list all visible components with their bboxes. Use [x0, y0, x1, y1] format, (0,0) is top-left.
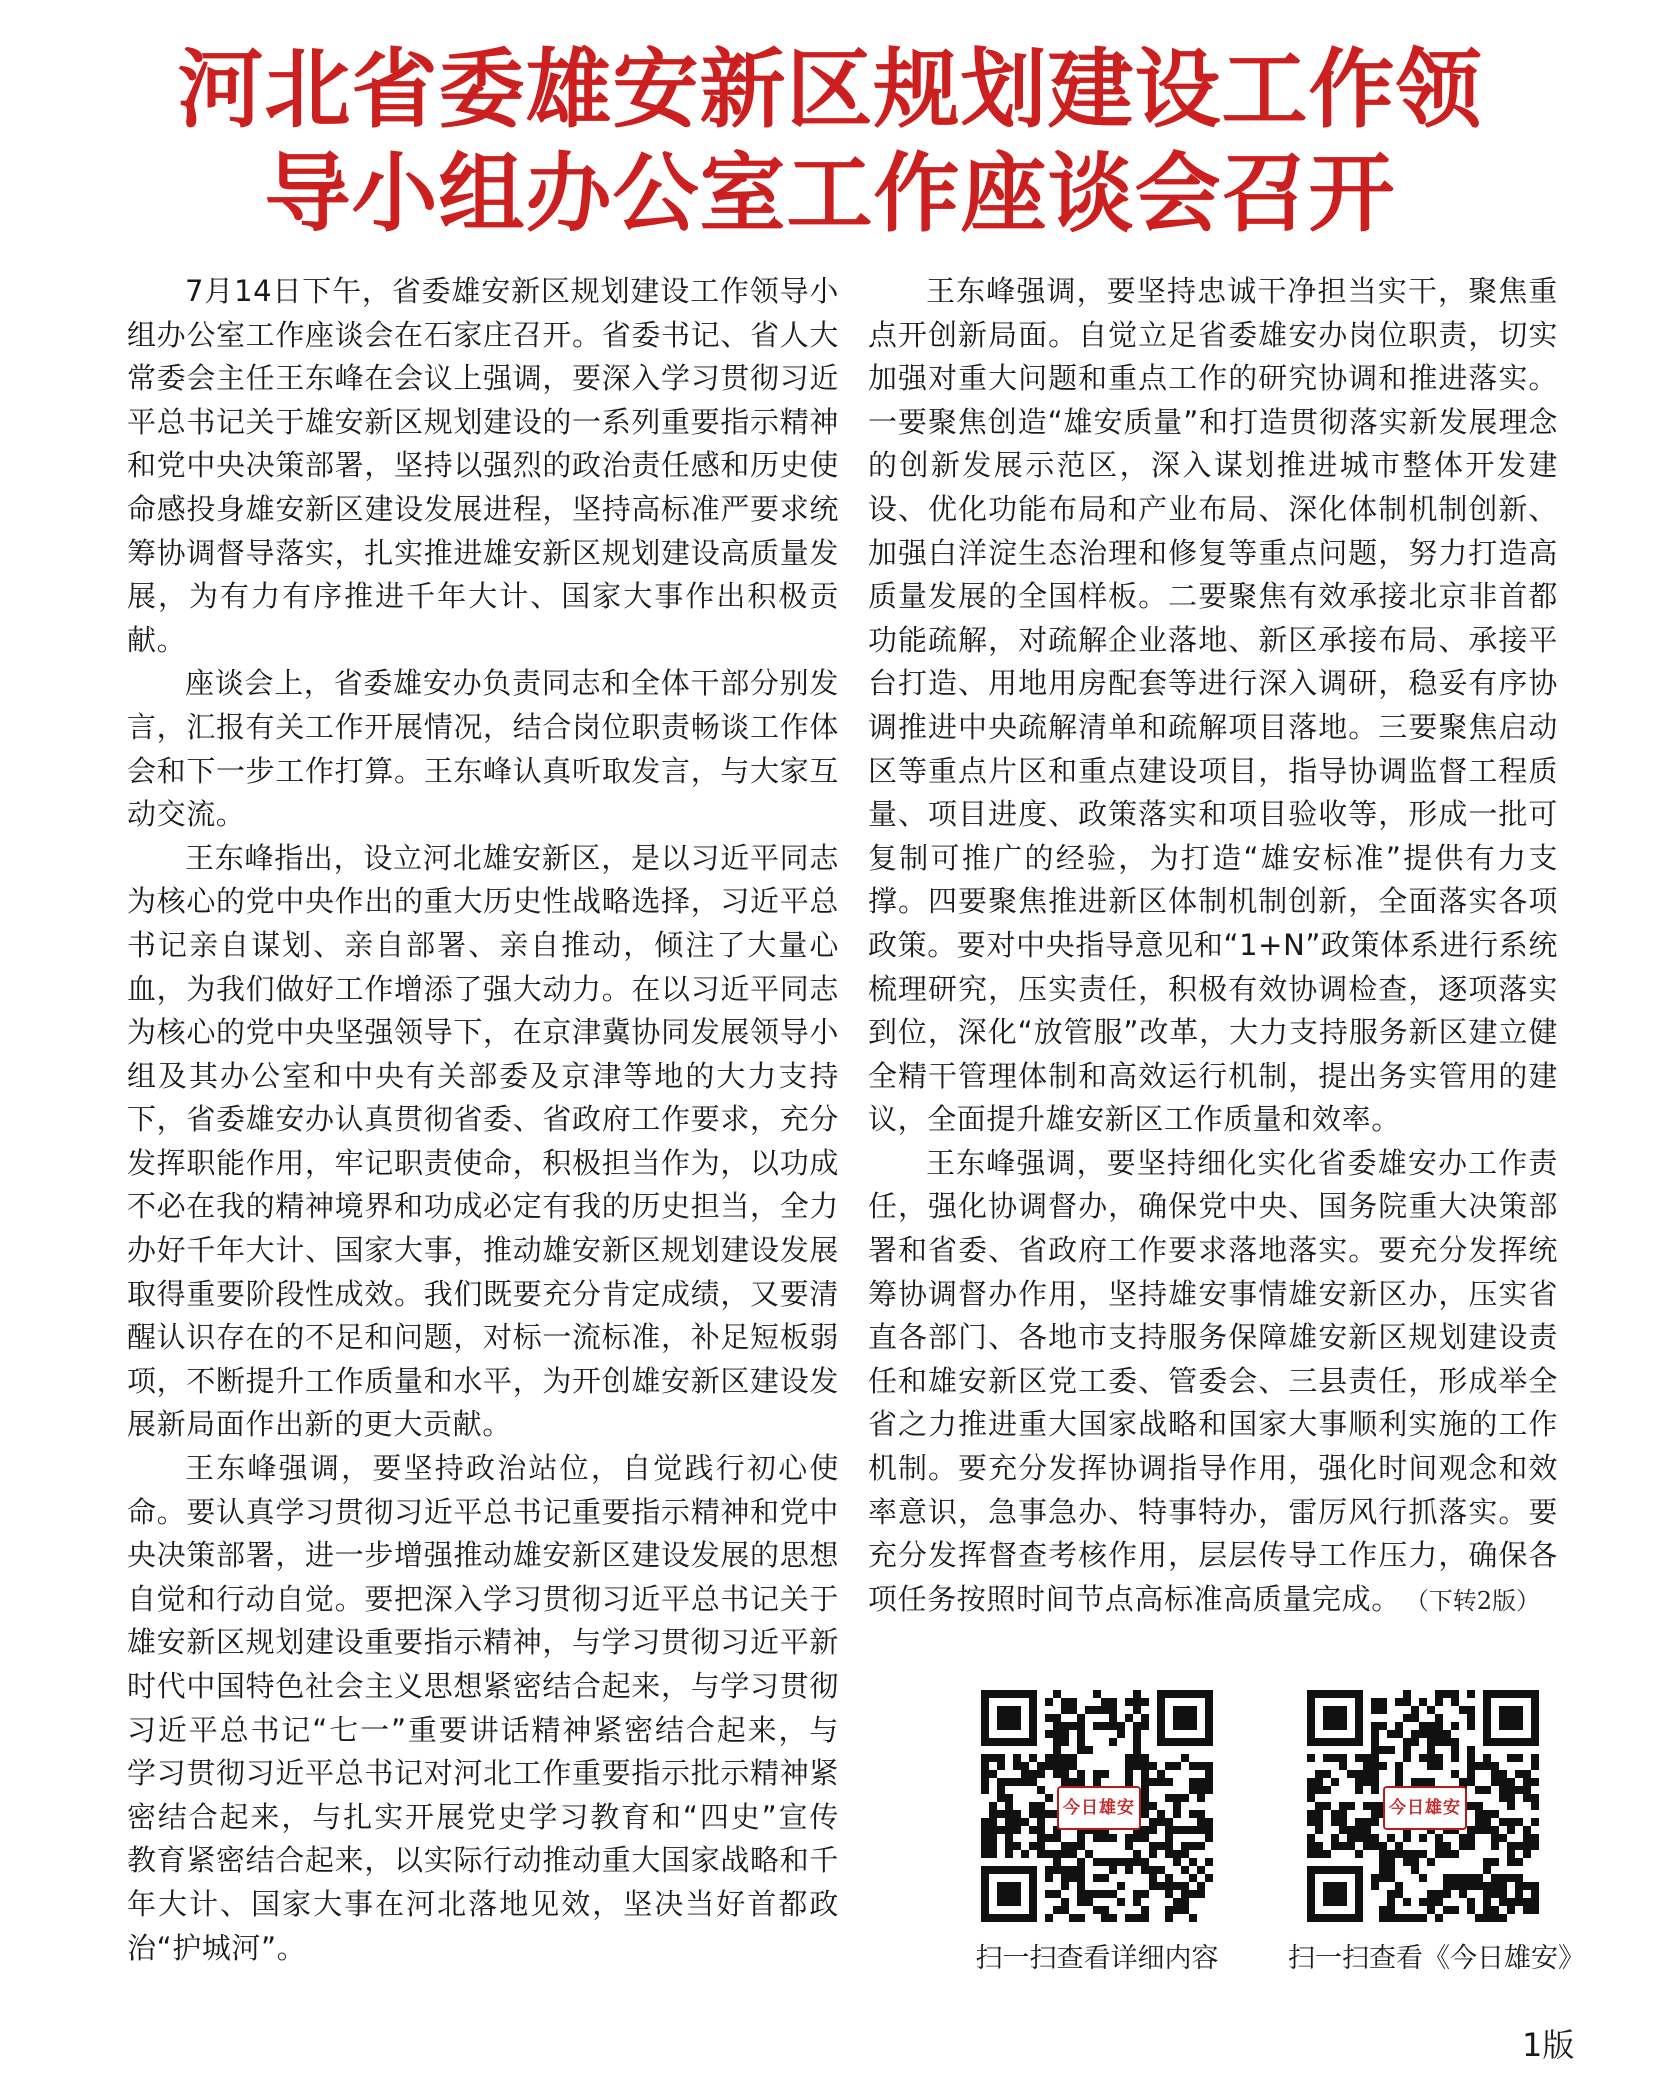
- page-number: 1版: [1522, 2026, 1575, 2064]
- qr-logo: 今日雄安: [1383, 1786, 1467, 1830]
- headline: [100, 38, 1560, 246]
- paragraph: 座谈会上，省委雄安办负责同志和全体干部分别发言，汇报有关工作开展情况，结合岗位职责畅谈工作体会和下一步工作打算。王东峰认真听取发言，与大家互动交流。: [127, 666, 839, 832]
- article-right-column: [868, 270, 1558, 1623]
- paragraph-text: 王东峰强调，要坚持细化实化省委雄安办工作责任，强化协调督办，确保党中央、国务院重大决策部署和省委、省政府工作要求落地落实。要充分发挥统筹协调督办作用，坚持雄安事情雄安新区办，压实省直各部门、各地市支持服务保障雄安新区规划建设责任和雄安新区党工委、管委会、三县责任，形成举全省之力推进重大国家战略和国家大事顺利实施的工作机制。要充分发挥协调指导作用，强化时间观念和效率意识，急事急办、特事特办，雷厉风行抓落实。要充分发挥督查考核作用，层层传导工作压力，确保各项任务按照时间节点高标准高质量完成。: [868, 1145, 1558, 1616]
- headline-line-2: 导小组办公室工作座谈会召开: [264, 143, 1396, 244]
- paragraph-last: [868, 1142, 1558, 1624]
- paragraph: 7月14日下午，省委雄安新区规划建设工作领导小组办公室工作座谈会在石家庄召开。省委书记、省人大常委会主任王东峰在会议上强调，要深入学习贯彻习近平总书记关于雄安新区规划建设的一系列重要指示精神和党中央决策部署，坚持以强烈的政治责任感和历史使命感投身雄安新区建设发展进程，坚持高标准严要求统筹协调督导落实，扎实推进雄安新区规划建设高质量发展，为有力有序推进千年大计、国家大事作出积极贡献。: [127, 274, 839, 657]
- article-left-column: [127, 270, 839, 1970]
- continued-note: （下转2版）: [1416, 1586, 1541, 1615]
- qr-logo: 今日雄安: [1057, 1786, 1141, 1830]
- paragraph: 王东峰强调，要坚持政治站位，自觉践行初心使命。要认真学习贯彻习近平总书记重要指示精神和党中央决策部署，进一步增强推动雄安新区建设发展的思想自觉和行动自觉。要把深入学习贯彻习近平总书记关于雄安新区规划建设重要指示精神，与学习贯彻习近平新时代中国特色社会主义思想紧密结合起来，与学习贯彻习近平总书记“七一”重要讲话精神紧密结合起来，与学习贯彻习近平总书记对河北工作重要指示批示精神紧密结合起来，与扎实开展党史学习教育和“四史”宣传教育紧密结合起来，以实际行动推动重大国家战略和千年大计、国家大事在河北落地见效，坚决当好首都政治“护城河”。: [127, 1451, 839, 1965]
- paragraph: 王东峰指出，设立河北雄安新区，是以习近平同志为核心的党中央作出的重大历史性战略选择，习近平总书记亲自谋划、亲自部署、亲自推动，倾注了大量心血，为我们做好工作增添了强大动力。在以习近平同志为核心的党中央坚强领导下，在京津冀协同发展领导小组及其办公室和中央有关部委及京津等地的大力支持下，省委雄安办认真贯彻省委、省政府工作要求，充分发挥职能作用，牢记职责使命，积极担当作为，以功成不必在我的精神境界和功成必定有我的历史担当，全力办好千年大计、国家大事，推动雄安新区规划建设发展取得重要阶段性成效。我们既要充分肯定成绩，又要清醒认识存在的不足和问题，对标一流标准，补足短板弱项，不断提升工作质量和水平，为开创雄安新区建设发展新局面作出新的更大贡献。: [127, 840, 839, 1442]
- qr-block-newspaper: [1288, 1690, 1585, 1975]
- qr-caption: 扫一扫查看详细内容: [975, 1943, 1219, 1974]
- qr-block-details: [962, 1690, 1232, 1975]
- qr-code-newspaper[interactable]: [1307, 1690, 1539, 1922]
- headline-line-1: 河北省委雄安新区规划建设工作领: [177, 39, 1483, 140]
- qr-code-details[interactable]: [981, 1690, 1213, 1922]
- qr-caption: 扫一扫查看《今日雄安》: [1288, 1943, 1585, 1974]
- paragraph: 王东峰强调，要坚持忠诚干净担当实干，聚焦重点开创新局面。自觉立足省委雄安办岗位职责，切实加强对重大问题和重点工作的研究协调和推进落实。一要聚焦创造“雄安质量”和打造贯彻落实新发展理念的创新发展示范区，深入谋划推进城市整体开发建设、优化功能布局和产业布局、深化体制机制创新、加强白洋淀生态治理和修复等重点问题，努力打造高质量发展的全国样板。二要聚焦有效承接北京非首都功能疏解，对疏解企业落地、新区承接布局、承接平台打造、用地用房配套等进行深入调研，稳妥有序协调推进中央疏解清单和疏解项目落地。三要聚焦启动区等重点片区和重点建设项目，指导协调监督工程质量、项目进度、政策落实和项目验收等，形成一批可复制可推广的经验，为打造“雄安标准”提供有力支撑。四要聚焦推进新区体制机制创新，全面落实各项政策。要对中央指导意见和“1+N”政策体系进行系统梳理研究，压实责任，积极有效协调检查，逐项落实到位，深化“放管服”改革，大力支持服务新区建立健全精干管理体制和高效运行机制，提出务实管用的建议，全面提升雄安新区工作质量和效率。: [868, 274, 1558, 1137]
